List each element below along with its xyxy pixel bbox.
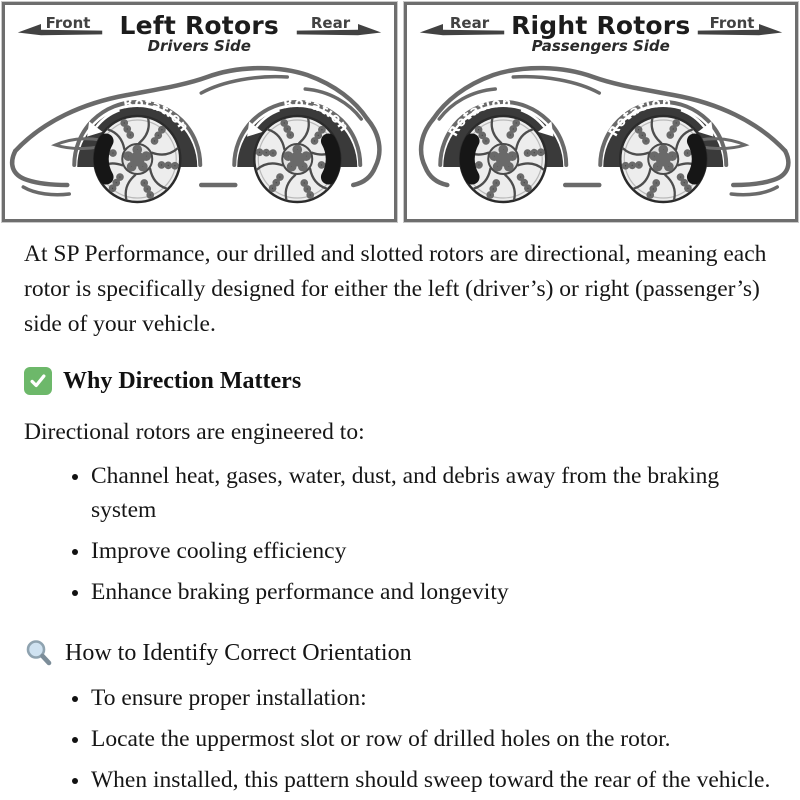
check-mark-icon [24,367,52,395]
left-panel-header [5,5,394,63]
right-panel-title-block [505,13,698,55]
left-panel-title-block [103,13,296,55]
right-panel-header [407,5,796,63]
panel-subtitle: Drivers Side [147,37,251,56]
front-label: Front [45,14,91,32]
section-heading-identify-orientation [24,638,776,668]
car-illustration-left [5,63,394,215]
list-item: • Locate the uppermost slot or row of drilled holes on the rotor. [91,722,776,756]
list-item: • When installed, this pattern should sweep toward the rear of the vehicle. [91,763,776,797]
heading-text: How to Identify Correct Orientation [65,639,412,666]
intro-paragraph: At SP Performance, our drilled and slotted rotors are directional, meaning each rotor is specifically designed for either the left (driver’s) or right (passenger’s) side of your vehicle. [24,241,767,337]
article-body [0,222,800,797]
rotation-label: Rotation [122,95,192,136]
heading-text: Why Direction Matters [63,367,302,394]
orientation-list [24,681,776,797]
rear-direction-label [296,15,382,45]
rear-label: Rear [449,14,490,32]
list-item: • To ensure proper installation: [91,681,776,715]
panel-title: Right Rotors [511,11,691,40]
magnifying-glass-icon [24,638,54,668]
right-rotors-panel [404,2,799,222]
rotation-label: Rotation [605,95,672,140]
panel-title: Left Rotors [119,11,279,40]
section-heading-why-direction-matters [24,367,776,395]
rotation-label: Rotation [445,95,512,140]
front-direction-label [17,15,103,45]
rear-direction-label [419,15,505,45]
front-label: Front [709,14,755,32]
rotor-direction-diagram [0,0,800,222]
list-item: • Enhance braking performance and longevity [91,575,776,609]
rotation-label: Rotation [282,95,352,136]
benefits-lead-text: Directional rotors are engineered to: [24,419,365,445]
left-rotors-panel [2,2,397,222]
list-item: • Improve cooling efficiency [91,534,776,568]
panel-subtitle: Passengers Side [531,37,670,56]
list-item: • Channel heat, gases, water, dust, and debris away from the braking system [91,459,776,527]
car-illustration-right [407,63,796,215]
rear-label: Rear [310,14,351,32]
front-direction-label [697,15,783,45]
benefits-list [24,459,776,609]
